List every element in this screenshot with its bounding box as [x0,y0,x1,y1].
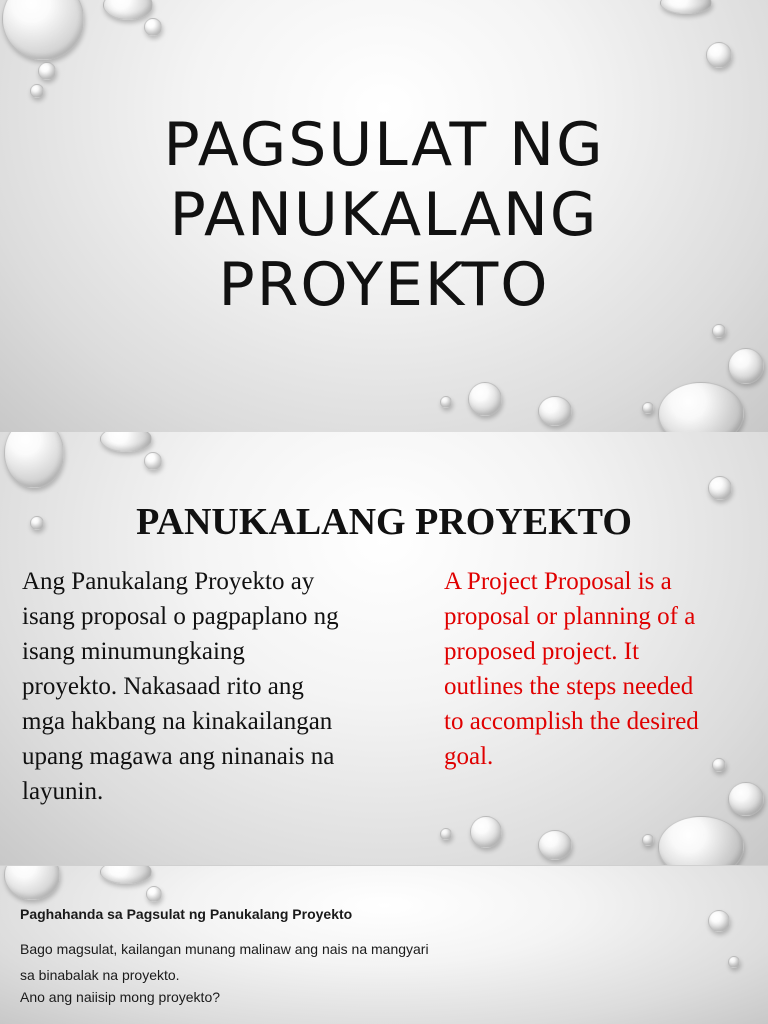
water-droplet [470,816,502,848]
text-line: to accomplish the desired [444,708,699,735]
water-droplet [660,0,712,14]
water-droplet [708,476,732,500]
text-line: isang proposal o pagpaplano ng [22,603,339,630]
water-droplet [538,396,572,426]
text-line: goal. [444,743,494,770]
text-line: outlines the steps needed [444,673,694,700]
slide-heading: PANUKALANG PROYEKTO [136,501,632,543]
text-line: isang minumungkaing [22,638,245,665]
title-line: PAGSULAT NG [163,110,605,180]
text-line: Ang Panukalang Proyekto ay [22,568,315,595]
water-droplet [658,816,744,865]
water-droplet [100,865,152,884]
text-line: mga hakbang na kinakailangan [22,708,333,735]
water-droplet [440,396,452,408]
water-droplet [103,0,153,20]
filipino-definition [22,564,394,809]
water-droplet [712,324,726,338]
water-droplet [728,348,764,384]
presentation-title [0,110,768,320]
text-line: proposed project. It [444,638,640,665]
water-droplet [538,830,572,860]
water-droplet [30,84,44,98]
water-droplet [728,956,740,968]
slide-definition [0,432,768,865]
water-droplet [4,432,64,488]
slide-preparation [0,865,768,1024]
water-droplet [38,62,56,80]
slide-title [0,0,768,432]
intro-paragraph [20,936,540,988]
water-droplet [706,42,732,68]
text-line: sa binabalak na proyekto. [20,967,180,983]
water-droplet [2,0,84,60]
text-line: upang magawa ang ninanais na [22,743,335,770]
text-line: layunin. [22,778,104,805]
water-droplet [468,382,502,416]
water-droplet [708,910,730,932]
water-droplet [100,432,152,452]
water-droplet [440,828,452,840]
text-line: proyekto. Nakasaad rito ang [22,673,304,700]
water-droplet [144,452,162,470]
text-line: Bago magsulat, kailangan munang malinaw ang nais na mangyari [20,941,429,957]
water-droplet [642,402,654,414]
water-droplet [4,865,60,900]
question-text: Ano ang naiisip mong proyekto? [20,989,221,1005]
water-droplet [658,382,744,432]
water-droplet [146,886,162,902]
water-droplet [728,782,764,816]
title-line: PANUKALANG [169,180,599,250]
water-droplet [144,18,162,36]
water-droplet [642,834,654,846]
slide-heading: Paghahanda sa Pagsulat ng Panukalang Proyekto [20,906,353,922]
english-definition [444,564,749,774]
text-line: A Project Proposal is a [444,568,672,595]
title-line: PROYEKTO [218,250,550,320]
text-line: proposal or planning of a [444,603,696,630]
